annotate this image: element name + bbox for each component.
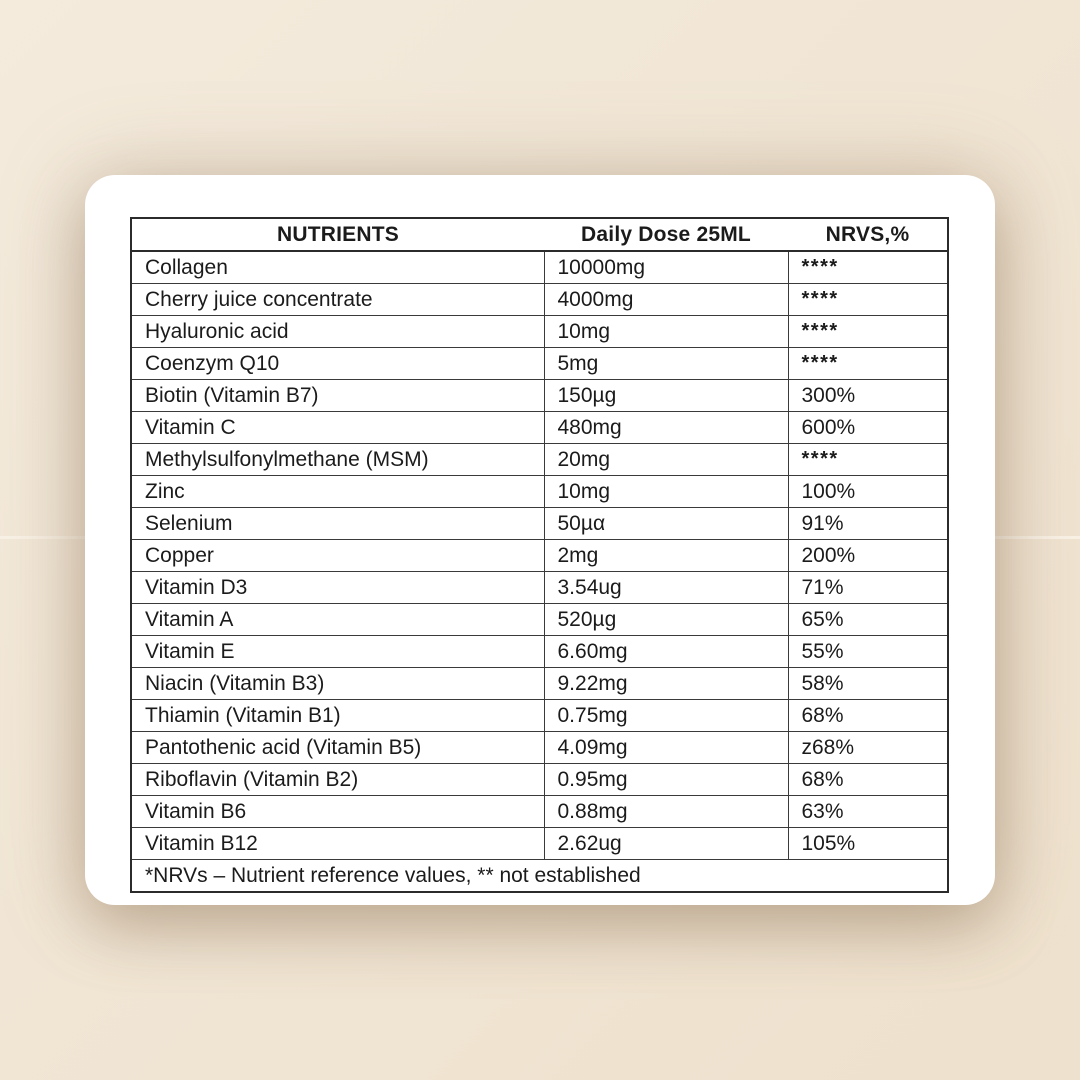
dose-cell: 2mg [544, 540, 788, 572]
dose-cell: 480mg [544, 412, 788, 444]
nutrient-name-cell: Hyaluronic acid [131, 316, 544, 348]
nrv-cell: 71% [788, 572, 948, 604]
nutrient-name-cell: Coenzym Q10 [131, 348, 544, 380]
nutrient-name-cell: Vitamin E [131, 636, 544, 668]
nrv-cell: 100% [788, 476, 948, 508]
dose-cell: 2.62ug [544, 828, 788, 860]
nrv-cell: 91% [788, 508, 948, 540]
table-row [131, 604, 948, 636]
nrv-cell: **** [788, 251, 948, 284]
header-daily-dose: Daily Dose 25ML [544, 218, 788, 251]
dose-cell: 0.88mg [544, 796, 788, 828]
nrv-cell: 55% [788, 636, 948, 668]
nrv-cell: 65% [788, 604, 948, 636]
nrv-cell: **** [788, 444, 948, 476]
header-nrvs: NRVS,% [788, 218, 948, 251]
nutrient-name-cell: Vitamin B6 [131, 796, 544, 828]
table-row [131, 700, 948, 732]
nutrient-name-cell: Riboflavin (Vitamin B2) [131, 764, 544, 796]
table-row [131, 732, 948, 764]
nrv-cell: 300% [788, 380, 948, 412]
table-row [131, 412, 948, 444]
nutrient-name-cell: Niacin (Vitamin B3) [131, 668, 544, 700]
nutrient-name-cell: Methylsulfonylmethane (MSM) [131, 444, 544, 476]
nutrient-name-cell: Vitamin C [131, 412, 544, 444]
nrv-cell: 63% [788, 796, 948, 828]
table-row [131, 476, 948, 508]
nrv-cell: **** [788, 284, 948, 316]
dose-cell: 10mg [544, 476, 788, 508]
nrv-cell: 58% [788, 668, 948, 700]
footnote-row [131, 860, 948, 893]
nrv-cell: **** [788, 348, 948, 380]
table-row [131, 796, 948, 828]
nutrient-name-cell: Vitamin B12 [131, 828, 544, 860]
dose-cell: 50µα [544, 508, 788, 540]
header-row [131, 218, 948, 251]
table-row [131, 284, 948, 316]
table-row [131, 251, 948, 284]
nrv-cell: 105% [788, 828, 948, 860]
dose-cell: 5mg [544, 348, 788, 380]
nutrient-name-cell: Vitamin A [131, 604, 544, 636]
dose-cell: 3.54ug [544, 572, 788, 604]
header-nutrients: NUTRIENTS [131, 218, 544, 251]
nutrient-name-cell: Collagen [131, 251, 544, 284]
table-row [131, 348, 948, 380]
dose-cell: 10000mg [544, 251, 788, 284]
table-row [131, 444, 948, 476]
table-row [131, 380, 948, 412]
table-row [131, 508, 948, 540]
label-card [85, 175, 995, 905]
nutrient-name-cell: Selenium [131, 508, 544, 540]
table-row [131, 540, 948, 572]
nrv-cell: 600% [788, 412, 948, 444]
dose-cell: 20mg [544, 444, 788, 476]
dose-cell: 150µg [544, 380, 788, 412]
dose-cell: 10mg [544, 316, 788, 348]
nutrient-name-cell: Pantothenic acid (Vitamin B5) [131, 732, 544, 764]
dose-cell: 9.22mg [544, 668, 788, 700]
nutrient-name-cell: Biotin (Vitamin B7) [131, 380, 544, 412]
nutrient-name-cell: Cherry juice concentrate [131, 284, 544, 316]
nrv-cell: 68% [788, 764, 948, 796]
table-row [131, 636, 948, 668]
nutrient-name-cell: Thiamin (Vitamin B1) [131, 700, 544, 732]
table-row [131, 316, 948, 348]
nrv-cell: z68% [788, 732, 948, 764]
nrv-cell: 200% [788, 540, 948, 572]
dose-cell: 0.95mg [544, 764, 788, 796]
dose-cell: 4.09mg [544, 732, 788, 764]
nrv-cell: **** [788, 316, 948, 348]
dose-cell: 6.60mg [544, 636, 788, 668]
nutrient-name-cell: Vitamin D3 [131, 572, 544, 604]
table-row [131, 828, 948, 860]
dose-cell: 4000mg [544, 284, 788, 316]
nutrient-name-cell: Zinc [131, 476, 544, 508]
dose-cell: 0.75mg [544, 700, 788, 732]
nrv-cell: 68% [788, 700, 948, 732]
table-row [131, 668, 948, 700]
table-row [131, 764, 948, 796]
dose-cell: 520µg [544, 604, 788, 636]
nutrient-name-cell: Copper [131, 540, 544, 572]
nutrition-facts-table [130, 217, 949, 893]
footnote-text: *NRVs – Nutrient reference values, ** not established [131, 860, 948, 893]
table-row [131, 572, 948, 604]
